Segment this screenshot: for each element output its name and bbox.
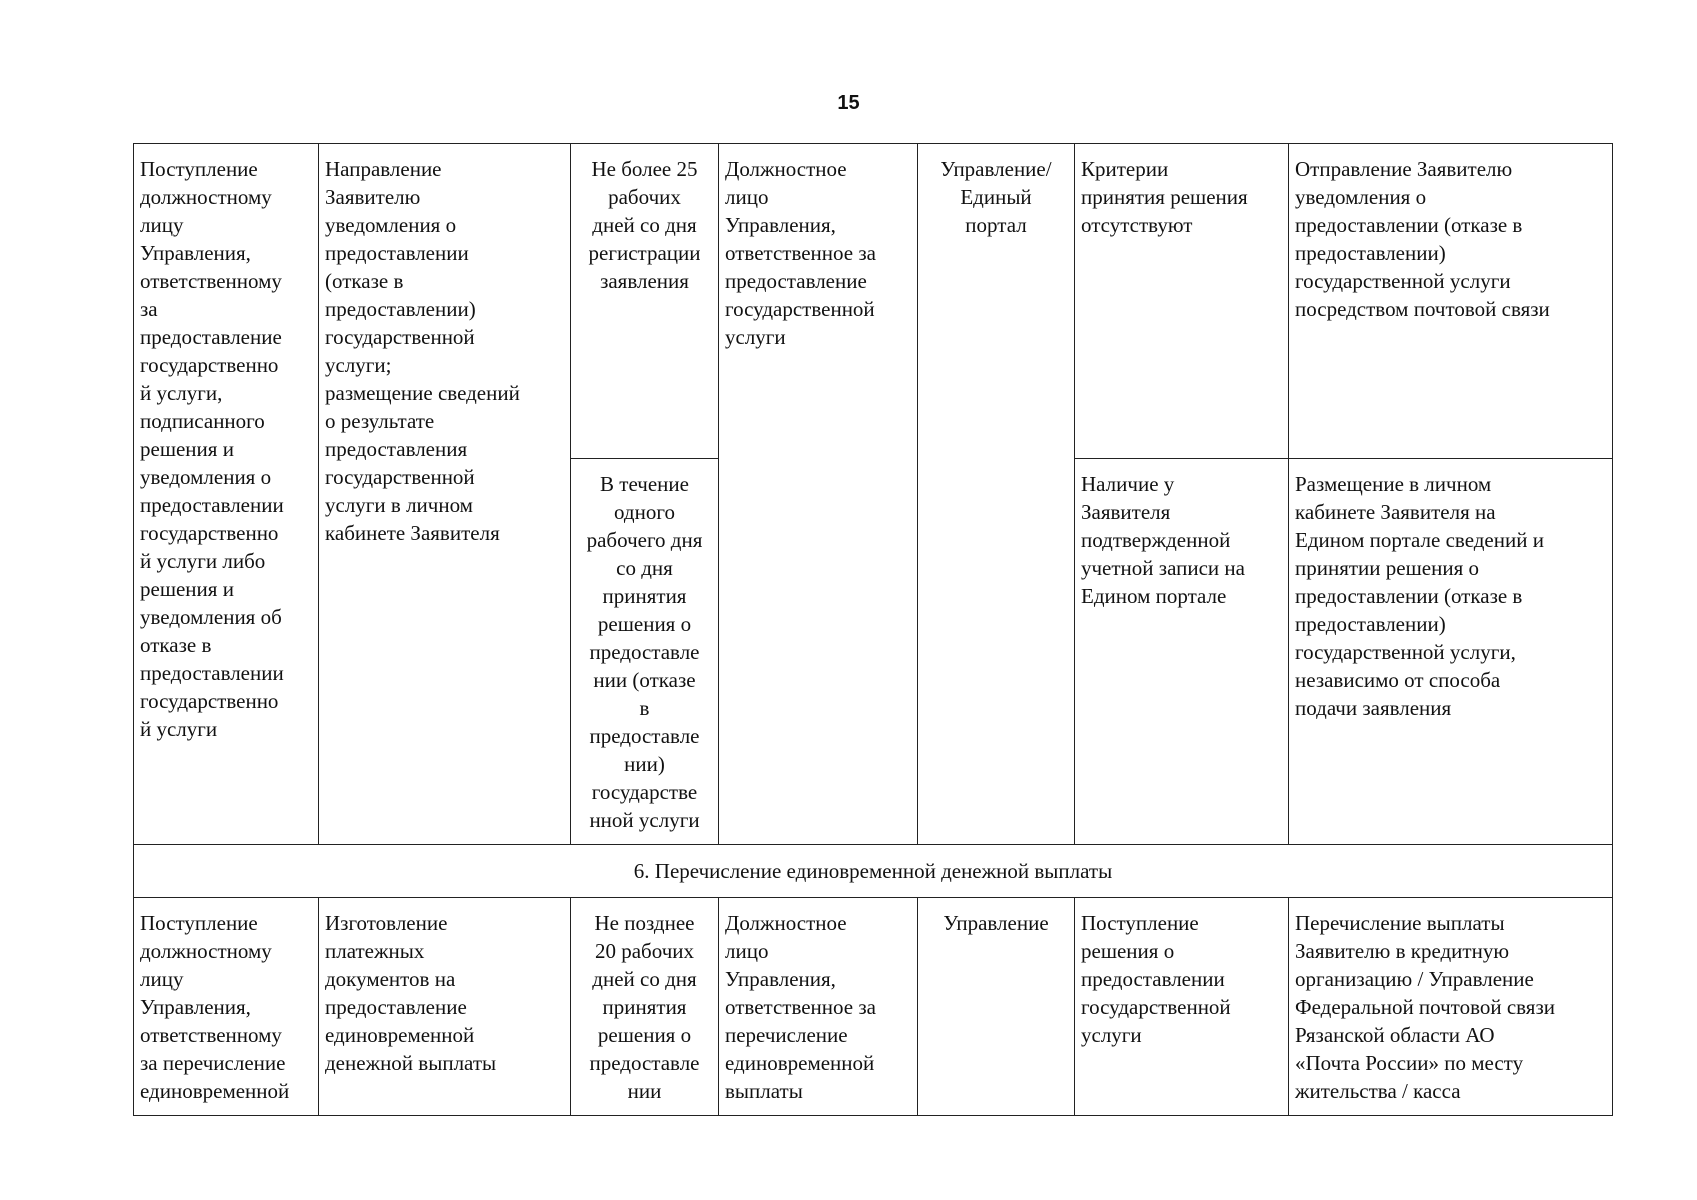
table-cell	[1289, 144, 1613, 459]
cell-text: Управление	[943, 911, 1049, 935]
cell-text: Наличие у Заявителя подтвержденной учетной записи на Едином портале	[1081, 472, 1245, 608]
cell-text: Критерии принятия решения отсутствуют	[1081, 157, 1248, 237]
cell-text: Поступление должностному лицу Управления, ответственному за перечисление единовременной	[140, 911, 290, 1103]
cell-text: Отправление Заявителю уведомления о предоставлении (отказе в предоставлении) государственной услуги посредством почтовой связи	[1295, 157, 1550, 321]
page-number: 15	[837, 92, 860, 114]
table-cell	[571, 144, 719, 459]
cell-text: Должностное лицо Управления, ответственное за предоставление государственной услуги	[725, 157, 876, 349]
cell-text: Размещение в личном кабинете Заявителя на Едином портале сведений и принятии решения о предоставлении (отказе в предоставлении) государственной услуги, независимо от способа подачи заявления	[1295, 472, 1544, 720]
procedure-table	[133, 143, 1613, 1116]
table-cell	[719, 898, 918, 1116]
table-cell	[1075, 898, 1289, 1116]
table-cell	[918, 144, 1075, 845]
table-cell	[134, 898, 319, 1116]
table-cell	[1075, 144, 1289, 459]
table-cell	[319, 898, 571, 1116]
table-cell	[571, 898, 719, 1116]
table-cell	[918, 898, 1075, 1116]
cell-text: Поступление решения о предоставлении государственной услуги	[1081, 911, 1231, 1047]
table-cell	[571, 459, 719, 845]
cell-text: Не позднее 20 рабочих дней со дня принятия решения о предоставле нии	[589, 911, 700, 1103]
table-cell	[319, 144, 571, 845]
section-heading: 6. Перечисление единовременной денежной выплаты	[134, 845, 1613, 898]
cell-text: Не более 25 рабочих дней со дня регистрации заявления	[588, 157, 701, 293]
cell-text: В течение одного рабочего дня со дня принятия решения о предоставле нии (отказе в предоставле нии) государстве нной услуги	[586, 472, 703, 832]
table-row	[134, 898, 1613, 1116]
cell-text: Поступление должностному лицу Управления, ответственному за предоставление государственно й услуги, подписанного решения и уведомления о предоставлении государственно й услуги либо решения и уведомления об отказе в предоставлении государственно й услуги	[140, 157, 284, 741]
table-row	[134, 144, 1613, 459]
table-cell	[1289, 459, 1613, 845]
section-heading-row	[134, 845, 1613, 898]
cell-text: Перечисление выплаты Заявителю в кредитную организацию / Управление Федеральной почтовой связи Рязанской области АО «Почта России» по месту жительства / касса	[1295, 911, 1555, 1103]
cell-text: Управление/ Единый портал	[940, 157, 1052, 237]
table-cell	[1289, 898, 1613, 1116]
table-cell	[1075, 459, 1289, 845]
cell-text: Изготовление платежных документов на предоставление единовременной денежной выплаты	[325, 911, 497, 1075]
cell-text: Направление Заявителю уведомления о предоставлении (отказе в предоставлении) государственной услуги; размещение сведений о результате предоставления государственной услуги в личном кабинете Заявителя	[325, 157, 520, 545]
table-cell	[719, 144, 918, 845]
table-cell	[134, 144, 319, 845]
cell-text: Должностное лицо Управления, ответственное за перечисление единовременной выплаты	[725, 911, 876, 1103]
